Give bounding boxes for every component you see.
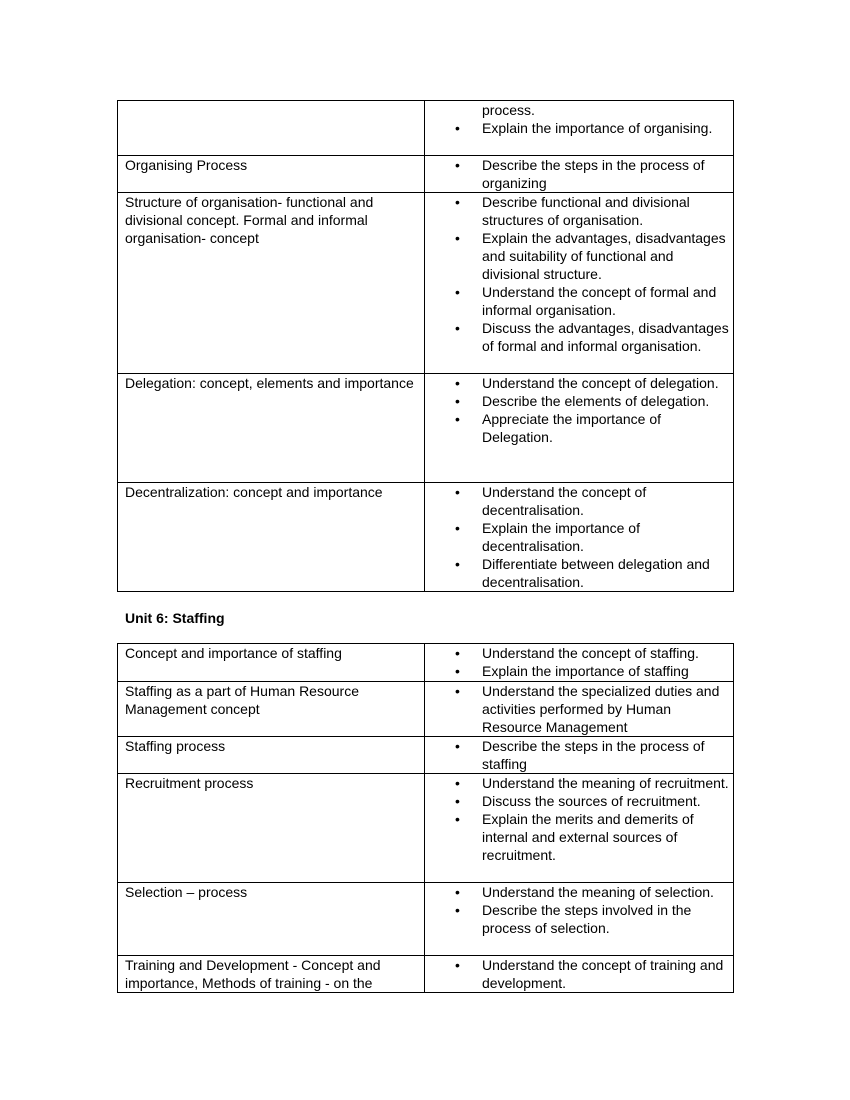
list-item: [425, 519, 733, 555]
outcomes-list: [425, 101, 733, 137]
outcome-text: Describe functional and divisional structures of organisation.: [482, 194, 690, 228]
outcomes-list: [425, 644, 733, 680]
outcome-text: Explain the importance of staffing: [482, 663, 689, 679]
outcome-text: Understand the concept of formal and informal organisation.: [482, 284, 717, 318]
bullet-icon: •: [455, 230, 460, 246]
outcome-text: Discuss the sources of recruitment.: [482, 793, 701, 809]
outcomes-list: [425, 682, 733, 736]
list-item: [425, 283, 733, 319]
list-item: [425, 883, 733, 901]
outcomes-list: [425, 374, 733, 446]
syllabus-table-staffing: [117, 643, 734, 993]
list-item: [425, 662, 733, 680]
outcomes-list: [425, 737, 733, 773]
topic-cell: [118, 644, 425, 682]
topic-cell: [118, 101, 425, 156]
outcomes-list: [425, 956, 733, 992]
bullet-icon: •: [455, 738, 460, 754]
topic-cell: [118, 193, 425, 374]
bullet-icon: •: [455, 120, 460, 136]
list-item: [425, 229, 733, 283]
outcomes-cell: [425, 682, 734, 737]
outcomes-cell: [425, 644, 734, 682]
outcomes-cell: [425, 156, 734, 193]
list-item: [425, 193, 733, 229]
list-item: [425, 774, 733, 792]
table-row: [118, 156, 734, 193]
topic-cell: [118, 374, 425, 483]
outcome-text: Discuss the advantages, disadvantages of formal and informal organisation.: [482, 320, 729, 354]
list-item: [425, 555, 733, 591]
bullet-icon: •: [455, 884, 460, 900]
unit-heading: Unit 6: Staffing: [125, 610, 225, 626]
bullet-icon: •: [455, 957, 460, 973]
table-row: [118, 101, 734, 156]
outcome-text: Understand the specialized duties and activities performed by Human Resource Management: [482, 683, 720, 735]
topic-text: Staffing process: [125, 738, 226, 754]
bullet-icon: •: [455, 375, 460, 391]
outcomes-list: [425, 193, 733, 355]
topic-cell: [118, 156, 425, 193]
outcome-text: Differentiate between delegation and decentralisation.: [482, 556, 710, 590]
table-row: [118, 483, 734, 592]
bullet-icon: •: [455, 411, 460, 427]
table-row: [118, 193, 734, 374]
syllabus-table-organising: [117, 100, 734, 592]
bullet-icon: •: [455, 645, 460, 661]
bullet-icon: •: [455, 484, 460, 500]
topic-cell: [118, 682, 425, 737]
list-item: [425, 644, 733, 662]
list-item: [425, 410, 733, 446]
topic-text: Organising Process: [125, 157, 248, 173]
topic-cell: [118, 737, 425, 774]
list-item: [425, 101, 733, 119]
outcome-text: Understand the concept of decentralisation.: [482, 484, 647, 518]
outcome-text: Explain the merits and demerits of internal and external sources of recruitment.: [482, 811, 694, 863]
list-item: [425, 737, 733, 773]
outcome-text: process.: [482, 102, 535, 118]
topic-text: Selection – process: [125, 884, 248, 900]
outcome-text: Understand the concept of staffing.: [482, 645, 699, 661]
table-row: [118, 956, 734, 993]
topic-cell: [118, 956, 425, 993]
topic-text: Staffing as a part of Human Resource Management concept: [125, 683, 359, 717]
outcome-text: Understand the concept of delegation.: [482, 375, 719, 391]
outcome-text: Understand the meaning of selection.: [482, 884, 714, 900]
outcomes-cell: [425, 883, 734, 956]
outcomes-cell: [425, 737, 734, 774]
topic-cell: [118, 883, 425, 956]
outcome-text: Describe the elements of delegation.: [482, 393, 710, 409]
list-item: [425, 374, 733, 392]
outcome-text: Understand the meaning of recruitment.: [482, 775, 729, 791]
list-item: [425, 956, 733, 992]
list-item: [425, 792, 733, 810]
list-item: [425, 392, 733, 410]
outcomes-cell: [425, 774, 734, 883]
outcome-text: Describe the steps in the process of staffing: [482, 738, 705, 772]
bullet-icon: •: [455, 775, 460, 791]
outcome-text: Explain the advantages, disadvantages and suitability of functional and divisional structure.: [482, 230, 726, 282]
outcome-text: Understand the concept of training and development.: [482, 957, 724, 991]
topic-text: Structure of organisation- functional and divisional concept. Formal and informal organisation- concept: [125, 194, 374, 246]
bullet-icon: •: [455, 793, 460, 809]
bullet-icon: •: [455, 157, 460, 173]
bullet-icon: •: [455, 194, 460, 210]
bullet-icon: •: [455, 663, 460, 679]
bullet-icon: •: [455, 284, 460, 300]
list-item: [425, 901, 733, 937]
outcome-text: Explain the importance of decentralisation.: [482, 520, 640, 554]
outcomes-cell: [425, 483, 734, 592]
outcome-text: Explain the importance of organising.: [482, 120, 713, 136]
table-row: [118, 374, 734, 483]
table-row: [118, 774, 734, 883]
topic-text: Recruitment process: [125, 775, 254, 791]
outcomes-cell: [425, 101, 734, 156]
table-row: [118, 682, 734, 737]
list-item: [425, 156, 733, 192]
topic-cell: [118, 483, 425, 592]
list-item: [425, 319, 733, 355]
outcomes-list: [425, 483, 733, 591]
bullet-icon: •: [455, 520, 460, 536]
outcomes-list: [425, 883, 733, 937]
bullet-icon: •: [455, 902, 460, 918]
bullet-icon: •: [455, 556, 460, 572]
outcomes-cell: [425, 193, 734, 374]
list-item: [425, 119, 733, 137]
outcomes-list: [425, 156, 733, 192]
table-row: [118, 737, 734, 774]
outcomes-cell: [425, 956, 734, 993]
outcomes-cell: [425, 374, 734, 483]
topic-text: Delegation: concept, elements and importance: [125, 375, 414, 391]
topic-text: Concept and importance of staffing: [125, 645, 342, 661]
topic-text: Training and Development - Concept and importance, Methods of training - on the: [125, 957, 381, 991]
list-item: [425, 483, 733, 519]
list-item: [425, 682, 733, 736]
outcome-text: Appreciate the importance of Delegation.: [482, 411, 661, 445]
outcome-text: Describe the steps involved in the process of selection.: [482, 902, 692, 936]
list-item: [425, 810, 733, 864]
bullet-icon: •: [455, 320, 460, 336]
topic-text: Decentralization: concept and importance: [125, 484, 383, 500]
outcome-text: Describe the steps in the process of organizing: [482, 157, 705, 191]
table-row: [118, 883, 734, 956]
topic-cell: [118, 774, 425, 883]
table-row: [118, 644, 734, 682]
outcomes-list: [425, 774, 733, 864]
bullet-icon: •: [455, 811, 460, 827]
bullet-icon: •: [455, 683, 460, 699]
bullet-icon: •: [455, 393, 460, 409]
